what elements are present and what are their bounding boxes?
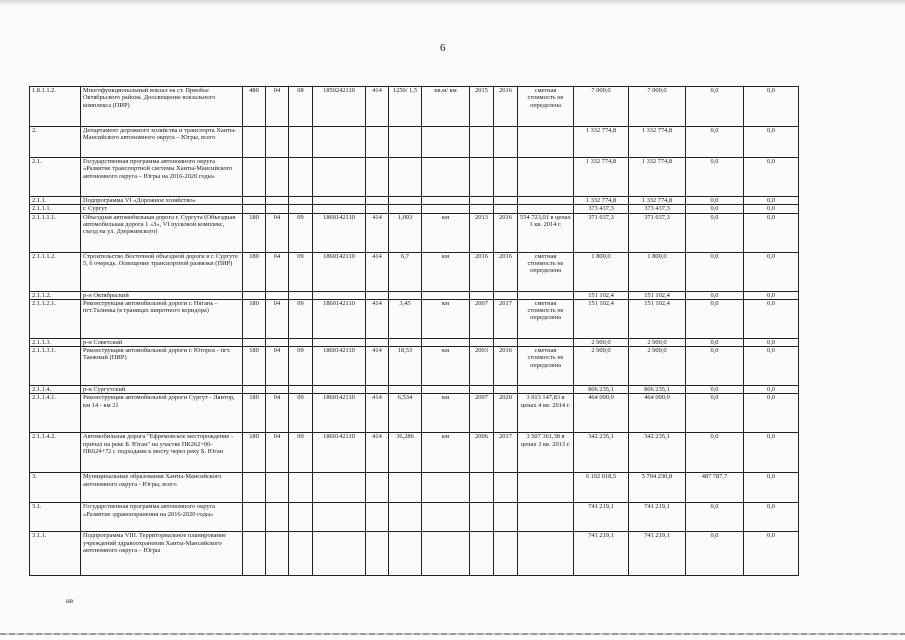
row-number-cell: 2.1.1.1.2. <box>30 252 81 291</box>
vr-cell <box>366 127 389 158</box>
csr-cell: 1860142110 <box>313 299 366 338</box>
table-row <box>30 532 799 576</box>
capacity-cell <box>389 386 422 394</box>
budget-ao-cell: 342 235,1 <box>629 433 686 473</box>
extra-cell: 0,0 <box>744 158 799 197</box>
budget-ao-cell: 371 637,3 <box>629 213 686 252</box>
rz-cell: 04 <box>266 252 289 291</box>
rz-cell: 04 <box>266 87 289 127</box>
other-budget-cell: 0,0 <box>686 213 744 252</box>
budget-ao-cell: 806 235,1 <box>629 386 686 394</box>
gp-cell: 480 <box>243 87 266 127</box>
end-year-cell: 2016 <box>494 347 518 386</box>
unit-cell: км <box>422 252 470 291</box>
end-year-cell <box>494 158 518 197</box>
csr-cell: 1860142110 <box>313 433 366 473</box>
total-cell: 464 000,0 <box>574 394 629 433</box>
csr-cell <box>313 532 366 576</box>
name-cell: Автомобильная дорога "Ефремовское месторождение - причал на реке Б. Юган" на участке ПК262+00-ПК624+72 с подходами к мосту через реку Б. Юган <box>81 433 243 473</box>
pr-cell <box>289 338 313 346</box>
vr-cell: 414 <box>366 347 389 386</box>
table-row <box>30 473 799 503</box>
start-year-cell <box>470 503 494 532</box>
pr-cell <box>289 197 313 205</box>
unit-cell <box>422 205 470 213</box>
budget-ao-cell: 373 437,3 <box>629 205 686 213</box>
unit-cell <box>422 291 470 299</box>
unit-cell: км <box>422 213 470 252</box>
unit-cell <box>422 532 470 576</box>
end-year-cell: 2017 <box>494 299 518 338</box>
name-cell: Реконструкция автомобильной дороги Сургут - Лянтор, км 14 - км 21 <box>81 394 243 433</box>
unit-cell <box>422 197 470 205</box>
start-year-cell: 2016 <box>470 252 494 291</box>
gp-cell <box>243 338 266 346</box>
total-cell: 1 332 774,8 <box>574 197 629 205</box>
end-year-cell: 2016 <box>494 213 518 252</box>
unit-cell <box>422 503 470 532</box>
budget-ao-cell: 464 000,0 <box>629 394 686 433</box>
extra-cell: 0,0 <box>744 87 799 127</box>
other-budget-cell: 0,0 <box>686 433 744 473</box>
unit-cell <box>422 127 470 158</box>
end-year-cell: 2020 <box>494 394 518 433</box>
scan-bottom-edge <box>0 633 905 635</box>
table-row <box>30 252 799 291</box>
vr-cell: 414 <box>366 299 389 338</box>
start-year-cell: 2006 <box>470 433 494 473</box>
name-cell: р-н Советский <box>81 338 243 346</box>
extra-cell: 0,0 <box>744 127 799 158</box>
gp-cell <box>243 503 266 532</box>
pr-cell <box>289 205 313 213</box>
table-row <box>30 213 799 252</box>
capacity-cell <box>389 473 422 503</box>
estimate-cell <box>518 473 574 503</box>
start-year-cell: 2015 <box>470 87 494 127</box>
capacity-cell <box>389 338 422 346</box>
capacity-cell: 1250/ 1,5 <box>389 87 422 127</box>
pr-cell <box>289 158 313 197</box>
other-budget-cell: 0,0 <box>686 503 744 532</box>
csr-cell: 1860142110 <box>313 252 366 291</box>
name-cell: Департамент дорожного хозяйства и транспорта Ханты-Мансийского автономного округа – Югры, всего <box>81 127 243 158</box>
pr-cell: 09 <box>289 433 313 473</box>
capacity-cell <box>389 291 422 299</box>
budget-table <box>29 86 799 576</box>
extra-cell: 0,0 <box>744 205 799 213</box>
extra-cell: 0,0 <box>744 386 799 394</box>
table-row <box>30 338 799 346</box>
row-number-cell: 2.1.1.3.1. <box>30 347 81 386</box>
extra-cell: 0,0 <box>744 347 799 386</box>
total-cell: 741 219,1 <box>574 503 629 532</box>
rz-cell <box>266 338 289 346</box>
capacity-cell <box>389 197 422 205</box>
other-budget-cell: 0,0 <box>686 127 744 158</box>
gp-cell: 180 <box>243 347 266 386</box>
end-year-cell: 2017 <box>494 433 518 473</box>
other-budget-cell: 0,0 <box>686 386 744 394</box>
page-number: 6 <box>440 42 446 54</box>
table-row <box>30 87 799 127</box>
capacity-cell: 36,286 <box>389 433 422 473</box>
csr-cell <box>313 205 366 213</box>
capacity-cell: 6,534 <box>389 394 422 433</box>
total-cell: 371 637,3 <box>574 213 629 252</box>
budget-ao-cell: 741 219,1 <box>629 532 686 576</box>
rz-cell: 04 <box>266 394 289 433</box>
capacity-cell <box>389 532 422 576</box>
estimate-cell <box>518 197 574 205</box>
start-year-cell <box>470 158 494 197</box>
total-cell: 1 332 774,8 <box>574 127 629 158</box>
name-cell: Государственная программа автономного округа «Развитие здравоохранения на 2016-2020 годы» <box>81 503 243 532</box>
estimate-cell: 3 013 147,83 в ценах 4 кв. 2014 г. <box>518 394 574 433</box>
start-year-cell <box>470 291 494 299</box>
rz-cell <box>266 503 289 532</box>
csr-cell <box>313 386 366 394</box>
total-cell: 6 192 018,5 <box>574 473 629 503</box>
table-row <box>30 347 799 386</box>
csr-cell <box>313 503 366 532</box>
name-cell: р-н Сургутский <box>81 386 243 394</box>
extra-cell: 0,0 <box>744 291 799 299</box>
row-number-cell: 2.1.1.4. <box>30 386 81 394</box>
start-year-cell: 2007 <box>470 299 494 338</box>
table-row <box>30 299 799 338</box>
gp-cell: 180 <box>243 213 266 252</box>
extra-cell: 0,0 <box>744 252 799 291</box>
start-year-cell: 2007 <box>470 394 494 433</box>
total-cell: 806 235,1 <box>574 386 629 394</box>
total-cell: 7 000,0 <box>574 87 629 127</box>
name-cell: Государственная программа автономного округа «Развитие транспортной системы Ханты-Мансийского автономного округа – Югры на 2016-2020 годы» <box>81 158 243 197</box>
estimate-cell: сметная стоимость не определена <box>518 87 574 127</box>
end-year-cell: 2016 <box>494 252 518 291</box>
unit-cell: км <box>422 433 470 473</box>
vr-cell <box>366 338 389 346</box>
name-cell: Муниципальные образования Ханты-Мансийского автономного округа - Югры, всего <box>81 473 243 503</box>
vr-cell <box>366 197 389 205</box>
row-number-cell: 2.1.1.3. <box>30 338 81 346</box>
rz-cell <box>266 127 289 158</box>
total-cell: 1 332 774,8 <box>574 158 629 197</box>
start-year-cell <box>470 205 494 213</box>
capacity-cell <box>389 127 422 158</box>
budget-ao-cell: 1 332 774,8 <box>629 158 686 197</box>
start-year-cell <box>470 473 494 503</box>
total-cell: 342 235,1 <box>574 433 629 473</box>
budget-ao-cell: 151 102,4 <box>629 299 686 338</box>
budget-ao-cell: 1 332 774,8 <box>629 197 686 205</box>
table-row <box>30 127 799 158</box>
row-number-cell: 2.1. <box>30 158 81 197</box>
row-number-cell: 3. <box>30 473 81 503</box>
extra-cell: 0,0 <box>744 433 799 473</box>
vr-cell <box>366 532 389 576</box>
csr-cell: 1850242110 <box>313 87 366 127</box>
other-budget-cell: 0,0 <box>686 197 744 205</box>
pr-cell: 08 <box>289 87 313 127</box>
other-budget-cell: 0,0 <box>686 291 744 299</box>
rz-cell: 04 <box>266 433 289 473</box>
table-row <box>30 205 799 213</box>
pr-cell: 09 <box>289 213 313 252</box>
extra-cell: 0,0 <box>744 338 799 346</box>
end-year-cell <box>494 205 518 213</box>
rz-cell <box>266 473 289 503</box>
capacity-cell: 6,7 <box>389 252 422 291</box>
gp-cell: 180 <box>243 299 266 338</box>
pr-cell <box>289 127 313 158</box>
budget-ao-cell: 2 000,0 <box>629 347 686 386</box>
total-cell: 151 102,4 <box>574 299 629 338</box>
csr-cell: 1860142110 <box>313 347 366 386</box>
total-cell: 1 800,0 <box>574 252 629 291</box>
row-number-cell: 2.1.1.1. <box>30 205 81 213</box>
vr-cell: 414 <box>366 213 389 252</box>
estimate-cell <box>518 338 574 346</box>
vr-cell <box>366 291 389 299</box>
csr-cell <box>313 197 366 205</box>
csr-cell: 1860142110 <box>313 213 366 252</box>
other-budget-cell: 0,0 <box>686 532 744 576</box>
vr-cell: 414 <box>366 252 389 291</box>
table-row <box>30 291 799 299</box>
row-number-cell: 2.1.1.1.1. <box>30 213 81 252</box>
name-cell: г. Сургут <box>81 205 243 213</box>
total-cell: 2 000,0 <box>574 347 629 386</box>
rz-cell <box>266 532 289 576</box>
budget-ao-cell: 151 102,4 <box>629 291 686 299</box>
estimate-cell <box>518 127 574 158</box>
rz-cell: 04 <box>266 347 289 386</box>
extra-cell: 0,0 <box>744 473 799 503</box>
pr-cell <box>289 503 313 532</box>
start-year-cell <box>470 338 494 346</box>
name-cell: Многофункциональный вокзал на ст. Приобье Октябрьского района. Доосвещение вокзального комплекса (ПИР) <box>81 87 243 127</box>
vr-cell <box>366 386 389 394</box>
budget-ao-cell: 5 704 230,8 <box>629 473 686 503</box>
capacity-cell: 3,45 <box>389 299 422 338</box>
gp-cell <box>243 291 266 299</box>
end-year-cell <box>494 197 518 205</box>
extra-cell: 0,0 <box>744 503 799 532</box>
rz-cell <box>266 205 289 213</box>
estimate-cell: сметная стоимость не определена <box>518 299 574 338</box>
row-number-cell: 3.1.1. <box>30 532 81 576</box>
capacity-cell <box>389 503 422 532</box>
extra-cell: 0,0 <box>744 299 799 338</box>
table-row <box>30 433 799 473</box>
vr-cell <box>366 205 389 213</box>
unit-cell: км <box>422 394 470 433</box>
row-number-cell: 1.8.1.1.2. <box>30 87 81 127</box>
end-year-cell <box>494 127 518 158</box>
unit-cell <box>422 158 470 197</box>
total-cell: 741 219,1 <box>574 532 629 576</box>
estimate-cell <box>518 532 574 576</box>
name-cell: Подпрограмма VIII. Территориальное планирование учреждений здравоохранения Ханты-Мансийского автономного округа – Югры <box>81 532 243 576</box>
pr-cell <box>289 473 313 503</box>
pr-cell <box>289 291 313 299</box>
total-cell: 151 102,4 <box>574 291 629 299</box>
extra-cell: 0,0 <box>744 532 799 576</box>
end-year-cell <box>494 386 518 394</box>
start-year-cell <box>470 127 494 158</box>
estimate-cell: сметная стоимость не определена <box>518 347 574 386</box>
vr-cell <box>366 158 389 197</box>
vr-cell: 414 <box>366 87 389 127</box>
csr-cell <box>313 291 366 299</box>
estimate-cell <box>518 503 574 532</box>
gp-cell <box>243 127 266 158</box>
other-budget-cell: 487 787,7 <box>686 473 744 503</box>
csr-cell <box>313 158 366 197</box>
pr-cell: 09 <box>289 299 313 338</box>
row-number-cell: 3.1. <box>30 503 81 532</box>
budget-ao-cell: 1 800,0 <box>629 252 686 291</box>
other-budget-cell: 0,0 <box>686 205 744 213</box>
rz-cell: 04 <box>266 299 289 338</box>
rz-cell <box>266 158 289 197</box>
estimate-cell: 3 507 361,38 в ценах 3 кв. 2013 г. <box>518 433 574 473</box>
unit-cell: кв.м/ км <box>422 87 470 127</box>
unit-cell: км <box>422 299 470 338</box>
table-row <box>30 386 799 394</box>
vr-cell: 414 <box>366 394 389 433</box>
end-year-cell <box>494 291 518 299</box>
csr-cell <box>313 473 366 503</box>
pr-cell: 09 <box>289 252 313 291</box>
estimate-cell <box>518 205 574 213</box>
unit-cell <box>422 386 470 394</box>
estimate-cell <box>518 158 574 197</box>
name-cell: Строительство Восточной объездной дороги в г. Сургуте 5, 6 очередь. Освещение транспортной развязки (ПИР) <box>81 252 243 291</box>
pr-cell: 09 <box>289 347 313 386</box>
row-number-cell: 2. <box>30 127 81 158</box>
capacity-cell: 1,093 <box>389 213 422 252</box>
other-budget-cell: 0,0 <box>686 158 744 197</box>
other-budget-cell: 0,0 <box>686 299 744 338</box>
budget-ao-cell: 7 000,0 <box>629 87 686 127</box>
name-cell: Объездная автомобильная дорога г. Сургута (Объездная автомобильная дорога 1 «З», VI пусковой комплекс, съезд на ул. Дзержинского) <box>81 213 243 252</box>
rz-cell <box>266 291 289 299</box>
end-year-cell: 2016 <box>494 87 518 127</box>
row-number-cell: 2.1.1.4.1. <box>30 394 81 433</box>
table-row <box>30 158 799 197</box>
budget-ao-cell: 741 219,1 <box>629 503 686 532</box>
total-cell: 2 000,0 <box>574 338 629 346</box>
pr-cell <box>289 386 313 394</box>
gp-cell <box>243 386 266 394</box>
gp-cell <box>243 532 266 576</box>
start-year-cell: 2013 <box>470 213 494 252</box>
gp-cell <box>243 197 266 205</box>
footer-mark: нв <box>66 597 74 605</box>
row-number-cell: 2.1.1. <box>30 197 81 205</box>
table-row <box>30 503 799 532</box>
table-row <box>30 394 799 433</box>
pr-cell <box>289 532 313 576</box>
pr-cell: 09 <box>289 394 313 433</box>
gp-cell: 180 <box>243 252 266 291</box>
other-budget-cell: 0,0 <box>686 338 744 346</box>
extra-cell: 0,0 <box>744 197 799 205</box>
csr-cell: 1860142110 <box>313 394 366 433</box>
name-cell: р-н Октябрьский <box>81 291 243 299</box>
budget-ao-cell: 2 000,0 <box>629 338 686 346</box>
row-number-cell: 2.1.1.4.2. <box>30 433 81 473</box>
csr-cell <box>313 127 366 158</box>
unit-cell <box>422 338 470 346</box>
csr-cell <box>313 338 366 346</box>
table-row <box>30 197 799 205</box>
vr-cell: 414 <box>366 433 389 473</box>
gp-cell <box>243 205 266 213</box>
capacity-cell: 18,53 <box>389 347 422 386</box>
end-year-cell <box>494 503 518 532</box>
other-budget-cell: 0,0 <box>686 87 744 127</box>
name-cell: Реконструкция автомобильной дороги г. Югорск - пгт. Таежный (ПИР) <box>81 347 243 386</box>
row-number-cell: 2.1.1.2. <box>30 291 81 299</box>
end-year-cell <box>494 532 518 576</box>
estimate-cell: сметная стоимость не определена <box>518 252 574 291</box>
end-year-cell <box>494 338 518 346</box>
unit-cell: км <box>422 347 470 386</box>
name-cell: Подпрограмма VI «Дорожное хозяйство» <box>81 197 243 205</box>
vr-cell <box>366 503 389 532</box>
budget-ao-cell: 1 332 774,8 <box>629 127 686 158</box>
capacity-cell <box>389 158 422 197</box>
total-cell: 373 437,3 <box>574 205 629 213</box>
gp-cell: 180 <box>243 433 266 473</box>
rz-cell <box>266 197 289 205</box>
row-number-cell: 2.1.1.2.1. <box>30 299 81 338</box>
vr-cell <box>366 473 389 503</box>
gp-cell <box>243 473 266 503</box>
name-cell: Реконструкция автомобильной дороги г. Нягань - пгт.Талинка (в границах широтного коридора) <box>81 299 243 338</box>
scan-top-edge <box>0 0 905 6</box>
end-year-cell <box>494 473 518 503</box>
start-year-cell <box>470 197 494 205</box>
start-year-cell <box>470 386 494 394</box>
start-year-cell <box>470 532 494 576</box>
extra-cell: 0,0 <box>744 213 799 252</box>
other-budget-cell: 0,0 <box>686 394 744 433</box>
other-budget-cell: 0,0 <box>686 347 744 386</box>
gp-cell <box>243 158 266 197</box>
estimate-cell <box>518 386 574 394</box>
capacity-cell <box>389 205 422 213</box>
estimate-cell <box>518 291 574 299</box>
rz-cell <box>266 386 289 394</box>
gp-cell: 180 <box>243 394 266 433</box>
extra-cell: 0,0 <box>744 394 799 433</box>
start-year-cell: 2003 <box>470 347 494 386</box>
unit-cell <box>422 473 470 503</box>
other-budget-cell: 0,0 <box>686 252 744 291</box>
estimate-cell: 554 723,01 в ценах 1 кв. 2014 г. <box>518 213 574 252</box>
rz-cell: 04 <box>266 213 289 252</box>
